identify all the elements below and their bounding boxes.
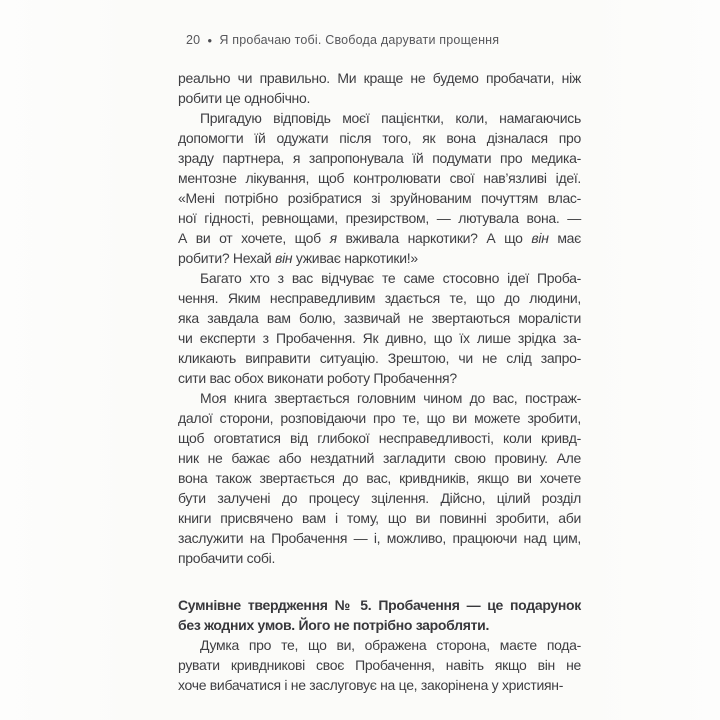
text-line: вона також звертається до вас, кривдників, якщо ви хочете <box>178 470 581 486</box>
section-heading <box>178 595 581 635</box>
text-line: пробачити собі. <box>178 550 276 566</box>
text-line: «Мені потрібно розібратися зі зруйнованим почуттям влас- <box>178 190 581 206</box>
text-line: Пригадую відповідь моєї пацієнтки, коли, намагаючись <box>200 110 581 126</box>
text-line: без жодних умов. Його не потрібно заробляти. <box>178 617 490 633</box>
text-line: чення. Яким несправедливим здається те, що до людини, <box>178 290 581 306</box>
text-line: яка завдала вам болю, зазвичай не звертаються моралісти <box>178 310 581 326</box>
text-line: Моя книга звертається головним чином до вас, постраж- <box>200 390 581 406</box>
text-line: А ви от хочете, щоб я вживала наркотики? А що він має <box>178 230 581 246</box>
text-line: Сумнівне твердження № 5. Пробачення — це подарунок <box>178 597 581 613</box>
text-line: робити це однобічно. <box>178 90 311 106</box>
paragraph <box>178 635 581 695</box>
text-line: рувати кривдникові своє Пробачення, навіть якщо він не <box>178 657 581 673</box>
text-line: реально чи правильно. Ми краще не будемо пробачати, ніж <box>178 70 581 86</box>
text-line: кликають виправити ситуацію. Зрештою, чи не слід запро- <box>178 350 581 366</box>
page-number: 20 <box>186 33 201 47</box>
italic-word: він <box>275 250 293 266</box>
running-title: Я пробачаю тобі. Свобода дарувати прощення <box>219 33 500 47</box>
text-line: Думка про те, що ви, ображена сторона, маєте пода- <box>200 637 581 653</box>
italic-word: я <box>329 230 337 246</box>
text-line: далої сторони, розповідаючи про те, що ви можете зробити, <box>178 410 581 426</box>
text-line: ментозне лікування, щоб контролювати свої нав’язливі ідеї. <box>178 170 581 186</box>
page-header <box>186 33 499 47</box>
text-line: заслужити на Пробачення — і, можливо, працюючи над цим, <box>178 530 581 546</box>
text-line: бути залучені до процесу зцілення. Дійсно, цілий розділ <box>178 490 581 506</box>
paragraph <box>178 68 581 108</box>
text-column <box>178 68 581 695</box>
text-line: зраду партнера, я запропонувала їй подумати про медика- <box>178 150 581 166</box>
text-line: книги присвячено вам і тому, що ви повинні зробити, аби <box>178 510 581 526</box>
text-line: робити? Нехай він уживає наркотики!» <box>178 250 418 266</box>
italic-word: він <box>531 230 549 246</box>
text-line: допомогти їй одужати після того, як вона дізналася про <box>178 130 581 146</box>
paragraph <box>178 388 581 568</box>
text-line: чи експерти з Пробачення. Як дивно, що їх лише зрідка за- <box>178 330 581 346</box>
text-line: ної гідності, ревнощами, презирством, — лютувала вона. — <box>178 210 581 226</box>
text-line: хоче вибачатися і не заслуговує на це, закорінена у християн- <box>178 677 564 693</box>
paragraph <box>178 108 581 268</box>
text-line: Багато хто з вас відчуває те саме стосовно ідеї Проба- <box>200 270 581 286</box>
text-line: сити вас обох виконати роботу Пробачення? <box>178 370 457 386</box>
text-line: ник не бажає або нездатний загладити свою провину. Але <box>178 450 581 466</box>
bullet-separator-icon: ● <box>207 35 213 45</box>
paragraph <box>178 268 581 388</box>
text-line: щоб оговтатися від глибокої несправедливості, коли кривд- <box>178 430 581 446</box>
